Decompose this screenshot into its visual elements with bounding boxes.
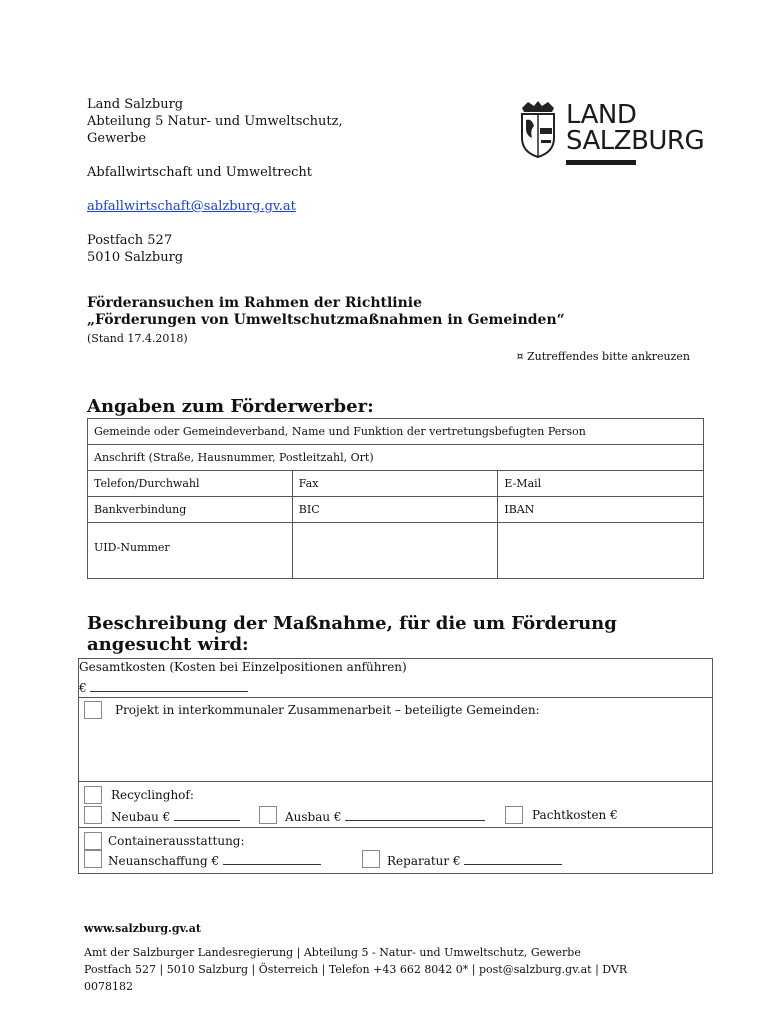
field-anschrift[interactable]: Anschrift (Straße, Hausnummer, Postleitzahl, Ort) [88, 445, 704, 471]
field-uid[interactable]: UID-Nummer [88, 523, 293, 579]
field-bank[interactable]: Bankverbindung [88, 497, 293, 523]
footer-line-3: 0078182 [84, 980, 133, 993]
logo-wordmark [566, 102, 704, 154]
container-label: Containerausstattung: [108, 834, 245, 848]
field-uid-value-1[interactable] [292, 523, 498, 579]
row-gesamtkosten [79, 659, 712, 698]
section-2-heading-line-1: Beschreibung der Maßnahme, für die um Förderung [87, 613, 617, 634]
footer-address [84, 944, 684, 995]
euro-sign: € [79, 681, 87, 695]
field-fax[interactable]: Fax [292, 471, 498, 497]
pacht-label: Pachtkosten € [532, 808, 618, 822]
department-line-1: Abteilung 5 Natur- und Umweltschutz, [87, 114, 343, 129]
sender-address [87, 96, 343, 266]
org-name: Land Salzburg [87, 97, 184, 112]
measure-box [78, 658, 713, 874]
projekt-label: Projekt in interkommunaler Zusammenarbeit – beteiligte Gemeinden: [115, 703, 540, 717]
checkbox-hint: ¤ Zutreffendes bitte ankreuzen [516, 350, 690, 363]
neubau-checkbox[interactable] [84, 806, 102, 824]
logo-underline [566, 160, 636, 165]
applicant-table [87, 418, 704, 579]
postbox: Postfach 527 [87, 233, 173, 248]
title-line-2: „Förderungen von Umweltschutzmaßnahmen in Gemeinden“ [87, 312, 565, 328]
department-line-2: Gewerbe [87, 131, 147, 146]
title-line-1: Förderansuchen im Rahmen der Richtlinie [87, 295, 423, 311]
neuanschaffung-label: Neuanschaffung € [108, 852, 321, 868]
container-checkbox[interactable] [84, 832, 102, 850]
field-iban[interactable]: IBAN [498, 497, 704, 523]
field-bic[interactable]: BIC [292, 497, 498, 523]
reparatur-checkbox[interactable] [362, 850, 380, 868]
row-projekt [79, 698, 712, 782]
unit-name: Abfallwirtschaft und Umweltrecht [87, 165, 313, 180]
footer-line-2: Postfach 527 | 5010 Salzburg | Österreich | Telefon +43 662 8042 0* | post@salzburg.gv.at | DVR [84, 963, 628, 976]
version-date: (Stand 17.4.2018) [87, 332, 188, 345]
reparatur-label: Reparatur € [387, 852, 562, 868]
pacht-checkbox[interactable] [505, 806, 523, 824]
row-container [79, 828, 712, 873]
neuanschaffung-checkbox[interactable] [84, 850, 102, 868]
neubau-label: Neubau € [111, 808, 240, 824]
section-2-heading-line-2: angesucht wird: [87, 634, 249, 655]
ausbau-label: Ausbau € [285, 808, 485, 824]
field-email[interactable]: E-Mail [498, 471, 704, 497]
coat-of-arms-icon [518, 100, 558, 158]
email-link[interactable]: abfallwirtschaft@salzburg.gv.at [87, 199, 296, 214]
logo-line-1: LAND [566, 100, 637, 130]
row-recyclinghof [79, 782, 712, 828]
footer-website: www.salzburg.gv.at [84, 922, 201, 935]
field-gemeinde[interactable]: Gemeinde oder Gemeindeverband, Name und Funktion der vertretungsbefugten Person [88, 419, 704, 445]
field-uid-value-2[interactable] [498, 523, 704, 579]
footer-line-1: Amt der Salzburger Landesregierung | Abteilung 5 - Natur- und Umweltschutz, Gewerbe [84, 946, 581, 959]
section-2-heading [87, 613, 617, 655]
gesamtkosten-input[interactable] [79, 679, 248, 695]
section-1-heading: Angaben zum Förderwerber: [87, 396, 374, 417]
projekt-checkbox[interactable] [84, 701, 102, 719]
field-telefon[interactable]: Telefon/Durchwahl [88, 471, 293, 497]
city: 5010 Salzburg [87, 250, 184, 265]
recyclinghof-checkbox[interactable] [84, 786, 102, 804]
gesamtkosten-label: Gesamtkosten (Kosten bei Einzelpositionen anführen) [79, 660, 407, 674]
form-title [87, 295, 565, 329]
logo-line-2: SALZBURG [566, 126, 705, 156]
recyclinghof-label: Recyclinghof: [111, 788, 194, 802]
ausbau-checkbox[interactable] [259, 806, 277, 824]
